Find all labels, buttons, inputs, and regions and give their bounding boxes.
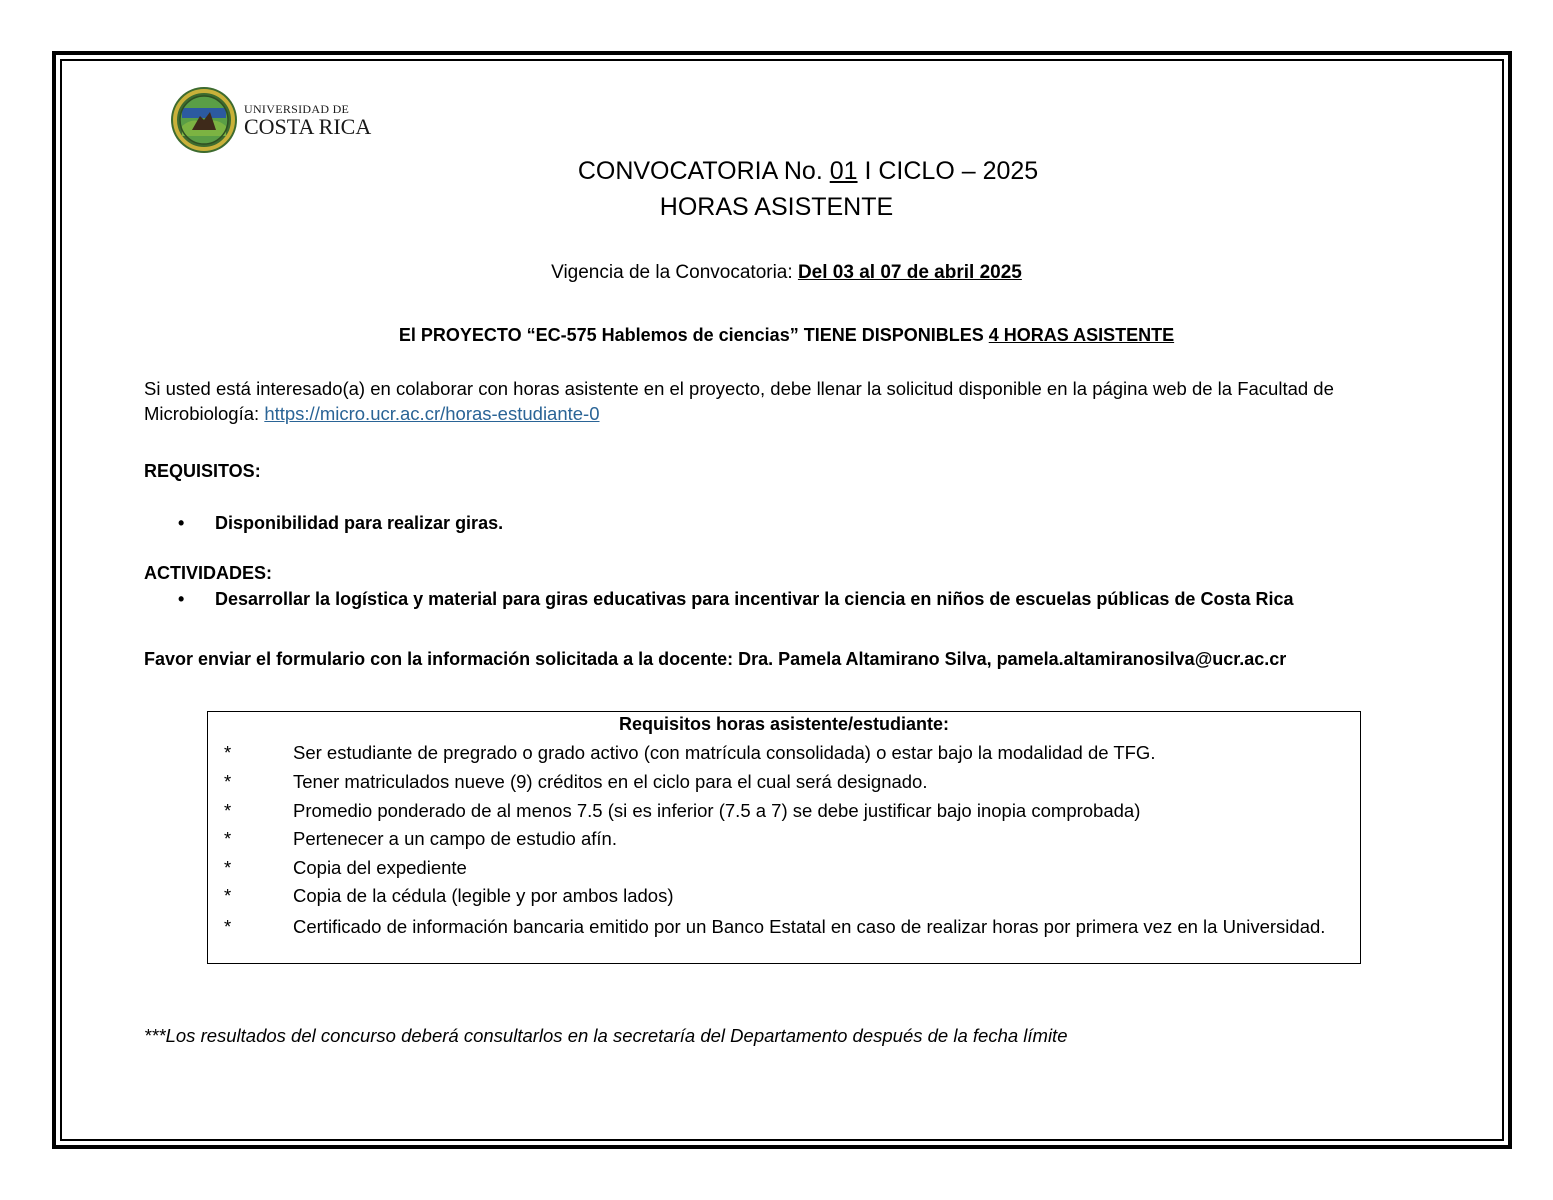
university-logo: [170, 86, 371, 154]
convocatoria-number: 01: [829, 157, 858, 185]
logo-costa-rica-line: COSTA RICA: [244, 113, 372, 139]
requirements-box: [207, 711, 1361, 964]
contact-instruction: Favor enviar el formulario con la información solicitada a la docente: Dra. Pamela Altamirano Silva, pamela.altamiranosilva@ucr.ac.cr: [144, 649, 1287, 669]
requirement-row: * Certificado de información bancaria emitido por un Banco Estatal en caso de realizar horas por primera vez en la Universidad.: [224, 916, 1326, 937]
intro-paragraph: Si usted está interesado(a) en colaborar con horas asistente en el proyecto, debe llenar la solicitud disponible en la página web de la Facultad de Microbiología: https://micro.ucr.ac.cr/horas-estudiante-0: [144, 378, 1334, 424]
actividad-item: • Desarrollar la logística y material para giras educativas para incentivar la ciencia en niños de escuelas públicas de Costa Rica: [178, 589, 1294, 609]
requisitos-heading: REQUISITOS:: [144, 461, 261, 481]
university-seal-icon: [170, 86, 238, 154]
actividades-heading: ACTIVIDADES:: [144, 563, 273, 583]
requirement-row: * Copia de la cédula (legible y por ambos lados): [224, 885, 674, 906]
vigencia-dates: Del 03 al 07 de abril 2025: [797, 262, 1022, 283]
requirement-row: * Promedio ponderado de al menos 7.5 (si es inferior (7.5 a 7) se debe justificar bajo inopia comprobada): [224, 800, 1141, 821]
requirement-row: * Ser estudiante de pregrado o grado activo (con matrícula consolidada) o estar bajo la modalidad de TFG.: [224, 742, 1156, 763]
requisito-item: • Disponibilidad para realizar giras.: [178, 513, 504, 533]
faculty-form-link[interactable]: https://micro.ucr.ac.cr/horas-estudiante-0: [264, 403, 600, 424]
horas-asistente-title: HORAS ASISTENTE: [659, 193, 894, 221]
proyecto-hours: 4 HORAS ASISTENTE: [988, 325, 1175, 345]
requirement-row: * Pertenecer a un campo de estudio afín.: [224, 828, 617, 849]
proyecto-line: El PROYECTO “EC-575 Hablemos de ciencias” TIENE DISPONIBLES 4 HORAS ASISTENTE: [398, 325, 1175, 345]
vigencia-line: Vigencia de la Convocatoria: Del 03 al 07 de abril 2025: [551, 262, 1022, 283]
requirement-row: * Tener matriculados nueve (9) créditos en el ciclo para el cual será designado.: [224, 771, 928, 792]
convocatoria-title: CONVOCATORIA No. 01 I CICLO – 2025: [577, 157, 1039, 185]
requirement-row: * Copia del expediente: [224, 857, 467, 878]
logo-university-line: UNIVERSIDAD DE: [244, 101, 350, 116]
requirements-box-title: Requisitos horas asistente/estudiante:: [618, 714, 950, 734]
footnote: ***Los resultados del concurso deberá consultarlos en la secretaría del Departamento después de la fecha límite: [144, 1025, 1068, 1046]
